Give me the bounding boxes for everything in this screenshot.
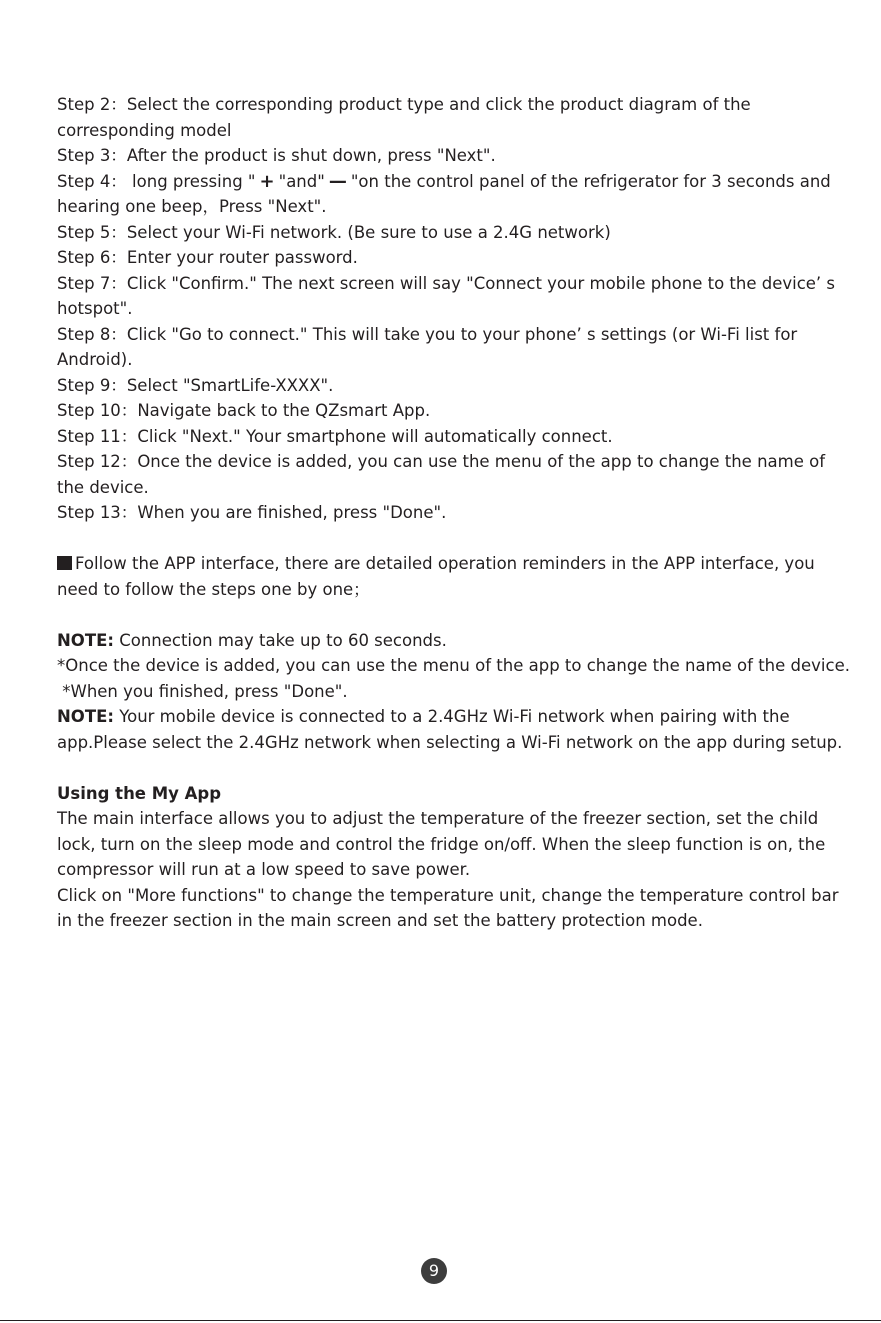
note-label: NOTE: <box>57 707 114 726</box>
step-label: Step 2： <box>57 95 127 114</box>
step-2 <box>57 92 857 143</box>
step-10 <box>57 398 857 424</box>
step-label: Step 10： <box>57 401 138 420</box>
follow-note-text: Follow the APP interface, there are detailed operation reminders in the APP interface, you need to follow the steps one by one； <box>57 554 815 599</box>
page-number-badge: 9 <box>421 1258 447 1284</box>
step-label: Step 5： <box>57 222 127 242</box>
step-label: Step 4： <box>57 171 127 191</box>
manual-page-content <box>57 92 857 934</box>
step-8 <box>57 322 857 373</box>
follow-note <box>57 551 857 602</box>
bottom-rule <box>0 1320 881 1321</box>
square-bullet-icon <box>57 556 72 570</box>
spacer <box>57 755 857 781</box>
plus-icon: + <box>259 170 275 192</box>
note-connection-time <box>57 628 857 654</box>
step-label: Step 3： <box>57 146 127 165</box>
step-text: After the product is shut down, press "Next". <box>126 146 496 165</box>
step-4 <box>57 169 857 220</box>
minus-icon: — <box>328 170 347 192</box>
section-heading: Using the My App <box>57 783 222 803</box>
note-rename-device: *Once the device is added, you can use the menu of the app to change the name of the device. <box>57 656 850 675</box>
step-12 <box>57 449 857 500</box>
step-text: "on the control panel of the refrigerator for 3 seconds and hearing one beep，Press "Next". <box>57 171 831 216</box>
step-text: Select "SmartLife-XXXX". <box>126 375 334 395</box>
step-9 <box>57 373 857 399</box>
app-more-functions: Click on "More functions" to change the temperature unit, change the temperature control bar in the freezer section in the main screen and set the battery protection mode. <box>57 885 839 930</box>
step-label: Step 8： <box>57 324 127 344</box>
step-text: Select your Wi-Fi network. (Be sure to use a 2.4G network) <box>126 222 611 242</box>
step-11 <box>57 424 857 450</box>
step-label: Step 11： <box>57 426 138 446</box>
note-press-done: *When you finished, press "Done". <box>57 681 348 701</box>
spacer <box>57 526 857 552</box>
app-description: The main interface allows you to adjust the temperature of the freezer section, set the child lock, turn on the sleep mode and control the fridge on/off. When the sleep function is on, the compressor will run at a low speed to save power. <box>57 809 826 879</box>
step-text: Enter your router password. <box>126 248 358 267</box>
step-text: Once the device is added, you can use the menu of the app to change the name of the device. <box>57 452 826 497</box>
note-label: NOTE: <box>57 630 114 650</box>
step-text: Click "Go to connect." This will take you to your phone’ s settings (or Wi-Fi list for Android). <box>57 324 798 369</box>
step-text: When you are finished, press "Done". <box>137 503 447 522</box>
note-text: Your mobile device is connected to a 2.4GHz Wi-Fi network when pairing with the app.Please select the 2.4GHz network when selecting a Wi-Fi network on the app during setup. <box>57 707 843 752</box>
step-6 <box>57 245 857 271</box>
step-5 <box>57 220 857 246</box>
step-label: Step 12： <box>57 452 138 471</box>
step-text: Click "Confirm." The next screen will say "Connect your mobile phone to the device’ s hotspot". <box>57 273 836 318</box>
step-text: Click "Next." Your smartphone will automatically connect. <box>137 426 613 446</box>
step-label: Step 7： <box>57 273 127 293</box>
step-13 <box>57 500 857 526</box>
step-text: Navigate back to the QZsmart App. <box>137 401 431 420</box>
step-text: long pressing " <box>126 171 256 191</box>
note-network <box>57 704 857 755</box>
step-7 <box>57 271 857 322</box>
step-label: Step 9： <box>57 375 127 395</box>
spacer <box>57 602 857 628</box>
step-label: Step 6： <box>57 248 127 267</box>
step-label: Step 13： <box>57 503 138 522</box>
step-text: "and" <box>278 171 325 191</box>
step-3 <box>57 143 857 169</box>
note-text: Connection may take up to 60 seconds. <box>113 630 447 650</box>
step-text: Select the corresponding product type and click the product diagram of the corresponding model <box>57 95 751 140</box>
